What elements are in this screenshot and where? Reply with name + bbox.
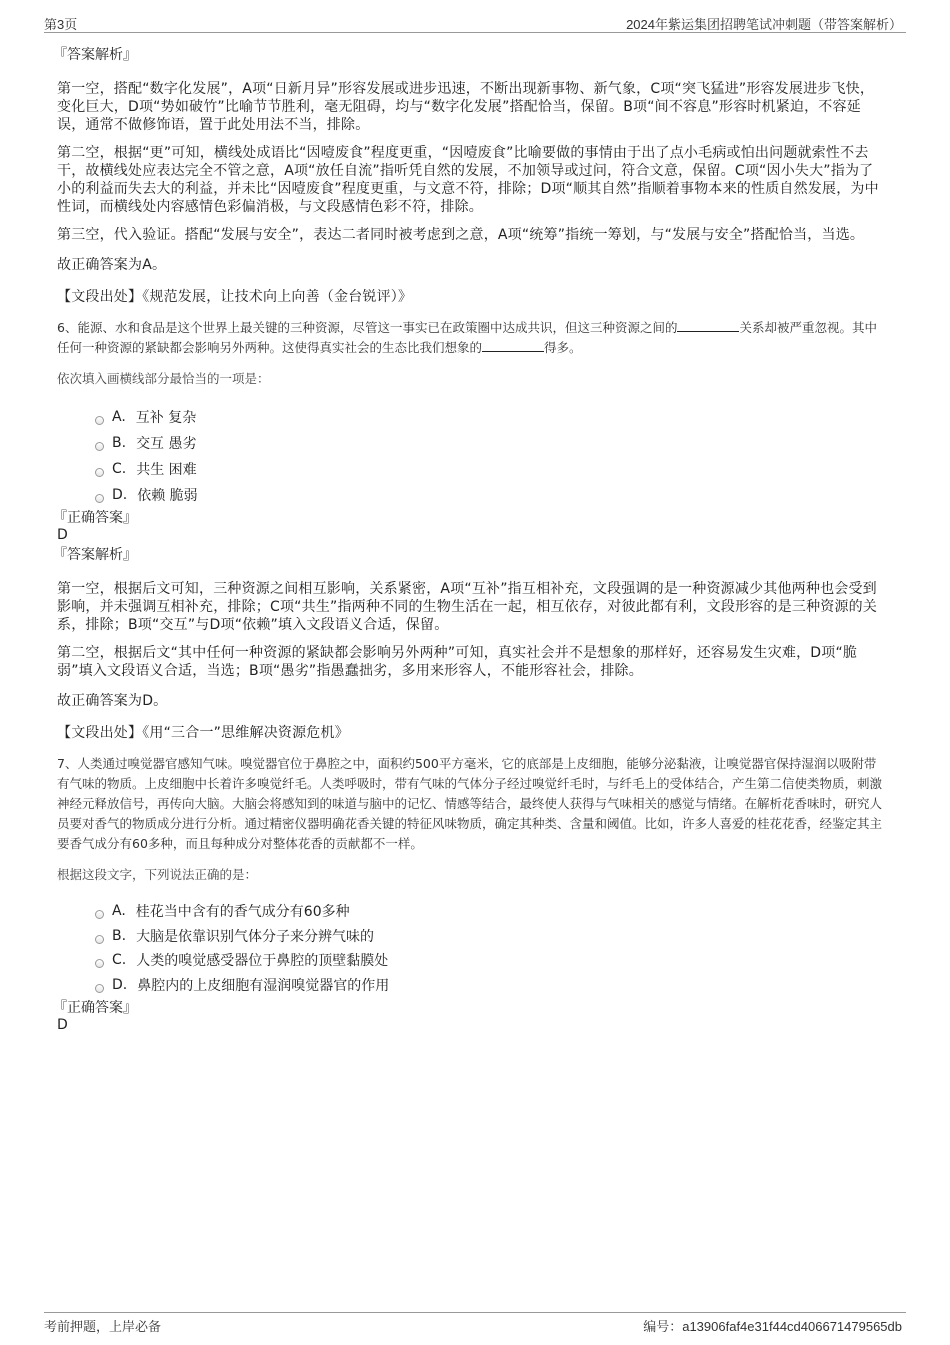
analysis-heading: 『答案解析』: [53, 547, 137, 563]
question-stem: [57, 318, 887, 358]
analysis-paragraph: 第一空，搭配“数字化发展”，A项“日新月异”形容发展或进步迅速，不断出现新事物、新气象，C项“突飞猛进”形容发展进步飞快，变化巨大，D项“势如破竹”比喻节节胜利，毫无阻碍，均与“数字化发展”搭配恰当，保留。B项“间不容息”形容时机紧迫，不容延误，通常不做修饰语，置于此处用法不当，排除。: [57, 81, 875, 133]
radio-button[interactable]: [95, 935, 104, 944]
option-text: 交互 愚劣: [136, 436, 197, 452]
source-citation: 【文段出处】《规范发展，让技术向上向善（金台锐评）》: [57, 289, 413, 305]
document-title: 2024年紫运集团招聘笔试冲刺题（带答案解析）: [626, 17, 902, 32]
option-text: 鼻腔内的上皮细胞有湿润嗅觉器官的作用: [137, 978, 390, 994]
option-b[interactable]: [95, 924, 887, 948]
option-a[interactable]: [95, 404, 887, 430]
conclusion: 故正确答案为A。: [57, 257, 167, 273]
correct-answer: D: [57, 527, 68, 543]
option-text: 大脑是依靠识别气体分子来分辨气味的: [136, 929, 375, 945]
radio-button[interactable]: [95, 416, 104, 425]
question-prompt: 根据这段文字，下列说法正确的是：: [57, 867, 258, 882]
correct-answer-heading: 『正确答案』: [53, 510, 137, 526]
option-a[interactable]: [95, 898, 887, 924]
fill-blank: [677, 319, 739, 332]
stem-text: 6、能源、水和食品是这个世界上最关键的三种资源，尽管这一事实已在政策圈中达成共识，但这三种资源之间的: [57, 320, 678, 335]
page-header: [44, 12, 906, 33]
radio-button[interactable]: [95, 910, 104, 919]
source-citation: 【文段出处】《用“三合一”思维解决资源危机》: [57, 725, 349, 741]
radio-button[interactable]: [95, 468, 104, 477]
option-text: 人类的嗅觉感受器位于鼻腔的顶壁黏膜处: [136, 953, 389, 969]
correct-answer: D: [57, 1017, 68, 1033]
conclusion: 故正确答案为D。: [57, 693, 168, 709]
correct-answer-heading: 『正确答案』: [53, 1000, 137, 1016]
option-letter: B.: [112, 928, 127, 944]
fill-blank: [482, 339, 544, 352]
option-letter: A.: [112, 903, 126, 919]
option-letter: D.: [112, 487, 128, 503]
option-text: 依赖 脆弱: [137, 488, 198, 504]
option-letter: C.: [112, 952, 127, 968]
page-footer: [44, 1312, 906, 1335]
option-d[interactable]: [95, 972, 887, 998]
option-d[interactable]: [95, 482, 887, 508]
radio-button[interactable]: [95, 984, 104, 993]
page-number: 第3页: [44, 17, 78, 32]
option-letter: D.: [112, 977, 128, 993]
option-letter: C.: [112, 461, 127, 477]
option-letter: A.: [112, 409, 126, 425]
option-letter: B.: [112, 435, 127, 451]
stem-text: 关系却被严重忽视。其中任何一种资源的紧缺都会影响另外两种。这使得真实社会的生态比我们想象的: [57, 320, 877, 355]
radio-button[interactable]: [95, 494, 104, 503]
analysis-heading: 『答案解析』: [53, 47, 137, 63]
question-stem: 7、人类通过嗅觉器官感知气味。嗅觉器官位于鼻腔之中，面积约500平方毫米，它的底部是上皮细胞，能够分泌黏液，让嗅觉器官保持湿润以吸附带有气味的物质。上皮细胞中长着许多嗅觉纤毛。人类呼吸时，带有气味的气体分子经过嗅觉纤毛时，与纤毛上的受体结合，产生第二信使类物质，刺激神经元释放信号，再传向大脑。大脑会将感知到的味道与脑中的记忆、情感等结合，最终使人获得与气味相关的感觉与情绪。在解析花香味时，研究人员要对香气的物质成分进行分析。通过精密仪器明确花香关键的特征风味物质，确定其种类、含量和阈值。比如，许多人喜爱的桂花花香，经鉴定其主要香气成分有60多种，而且每种成分对整体花香的贡献都不一样。: [57, 756, 883, 851]
option-c[interactable]: [95, 456, 887, 482]
analysis-paragraph: 第一空，根据后文可知，三种资源之间相互影响，关系紧密，A项“互补”指互相补充，文段强调的是一种资源减少其他两种也会受到影响，并未强调互相补充，排除；C项“共生”指两种不同的生物生活在一起，相互依存，对彼此都有利，文段形容的是三种资源的关系，排除；B项“交互”与D项“依赖”填入文段语义合适，保留。: [57, 581, 878, 633]
option-text: 共生 困难: [136, 462, 197, 478]
analysis-paragraph: 第三空，代入验证。搭配“发展与安全”，表达二者同时被考虑到之意，A项“统筹”指统一筹划，与“发展与安全”搭配恰当，当选。: [57, 227, 865, 243]
option-text: 互补 复杂: [135, 410, 197, 426]
options-list: [95, 404, 887, 508]
analysis-paragraph: 第二空，根据后文“其中任何一种资源的紧缺都会影响另外两种”可知，真实社会并不是想象的那样好，还容易发生灾难，D项“脆弱”填入文段语义合适，当选；B项“愚劣”指愚蠢拙劣，多用来形容人，不能形容社会，排除。: [57, 645, 858, 679]
radio-button[interactable]: [95, 442, 104, 451]
stem-text: 得多。: [544, 340, 582, 355]
document-serial: 编号：a13906faf4e31f44cd406671479565db: [643, 1319, 902, 1334]
option-text: 桂花当中含有的香气成分有60多种: [135, 904, 350, 920]
radio-button[interactable]: [95, 959, 104, 968]
question-prompt: 依次填入画横线部分最恰当的一项是：: [57, 371, 270, 386]
options-list: [95, 898, 887, 998]
page-content: [53, 46, 887, 1034]
footer-slogan: 考前押题，上岸必备: [44, 1319, 162, 1334]
analysis-paragraph: 第二空，根据“更”可知，横线处成语比“因噎废食”程度更重，“因噎废食”比喻要做的事情由于出了点小毛病或怕出问题就索性不去干，故横线处应表达完全不管之意，A项“放任自流”指听凭自然的发展，不加领导或过问，符合文意，保留。C项“因小失大”指为了小的利益而失去大的利益，并未比“因噎废食”程度更重，与文意不符，排除；D项“顺其自然”指顺着事物本来的性质自然发展，为中性词，而横线处内容感情色彩偏消极，与文段感情色彩不符，排除。: [57, 145, 879, 215]
option-c[interactable]: [95, 948, 887, 972]
option-b[interactable]: [95, 430, 887, 456]
